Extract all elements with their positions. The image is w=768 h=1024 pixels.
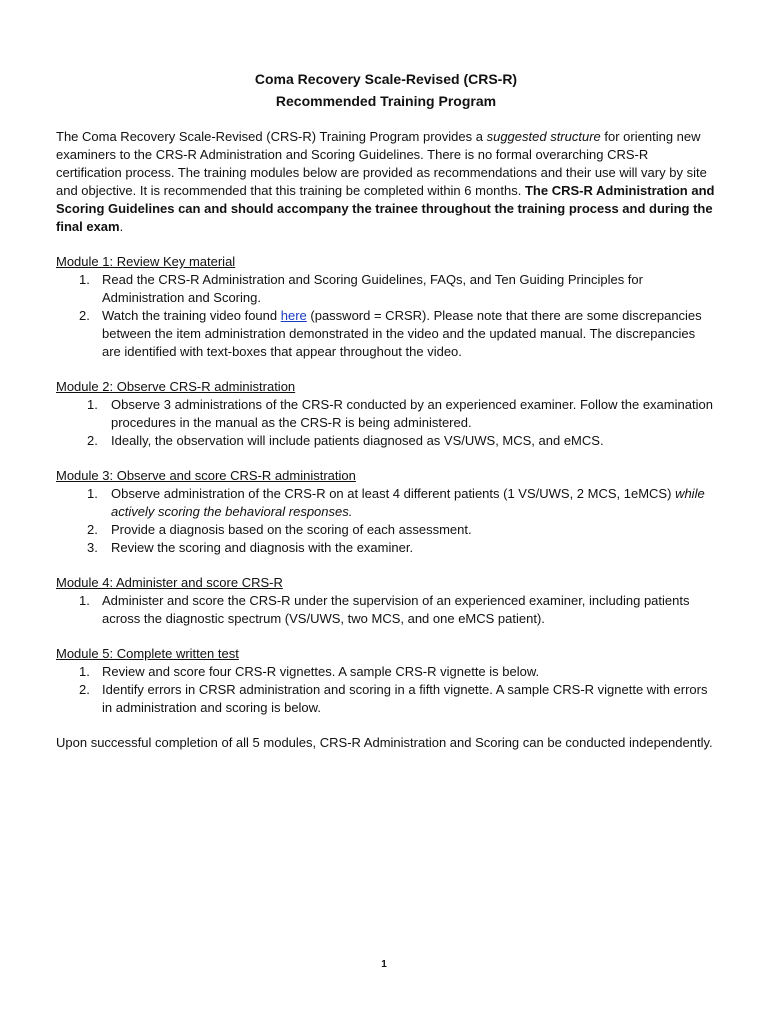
closing-paragraph: Upon successful completion of all 5 modules, CRS-R Administration and Scoring can be conducted independently. xyxy=(56,735,713,750)
document-title-line-2: Recommended Training Program xyxy=(275,93,497,109)
intro-text-1: The Coma Recovery Scale-Revised (CRS-R) Training Program provides a xyxy=(56,129,487,144)
module-3-heading: Module 3: Observe and score CRS-R administration xyxy=(56,468,356,483)
module-5-heading: Module 5: Complete written test xyxy=(56,646,239,661)
item-text: Observe 3 administrations of the CRS-R conducted by an experienced examiner. Follow the examination procedures in the manual as the CRS-R is being administered. xyxy=(111,397,713,430)
training-video-link[interactable]: here xyxy=(280,308,307,323)
item-number: 1. xyxy=(87,486,98,501)
item-number: 2. xyxy=(79,308,90,323)
item-text-before-link: Watch the training video found xyxy=(102,308,281,323)
item-text-italic: while actively scoring the behavioral responses. xyxy=(111,486,705,519)
module-2 xyxy=(56,378,716,450)
item-text: Read the CRS-R Administration and Scoring Guidelines, FAQs, and Ten Guiding Principles for Administration and Scoring. xyxy=(102,272,643,305)
document-page xyxy=(56,68,716,765)
intro-bold-text: The CRS-R Administration and Scoring Guidelines can and should accompany the trainee throughout the training process and during the final exam xyxy=(56,183,715,234)
list-item xyxy=(56,539,716,557)
intro-emphasis: suggested structure xyxy=(486,129,601,144)
module-3 xyxy=(56,467,716,557)
item-number: 1. xyxy=(79,664,90,679)
module-1 xyxy=(56,253,716,361)
item-text: Ideally, the observation will include patients diagnosed as VS/UWS, MCS, and eMCS. xyxy=(111,433,604,448)
item-number: 2. xyxy=(79,682,90,697)
item-number: 1. xyxy=(79,593,90,608)
list-item xyxy=(56,681,716,717)
intro-paragraph xyxy=(56,128,716,236)
item-number: 1. xyxy=(87,397,98,412)
item-text-after-link: (password = CRSR). Please note that there are some discrepancies between the item administration demonstrated in the video and the updated manual. The discrepancies are identified with text-boxes that appear throughout the video. xyxy=(102,308,702,359)
item-text: Identify errors in CRSR administration and scoring in a fifth vignette. A sample CRS-R vignette with errors in administration and scoring is below. xyxy=(102,682,708,715)
item-text: Review and score four CRS-R vignettes. A sample CRS-R vignette is below. xyxy=(102,664,540,679)
module-2-heading: Module 2: Observe CRS-R administration xyxy=(56,379,296,394)
item-number: 1. xyxy=(79,272,90,287)
module-5-list xyxy=(56,663,716,717)
item-text xyxy=(111,486,705,519)
list-item xyxy=(56,271,716,307)
module-5 xyxy=(56,645,716,717)
module-4 xyxy=(56,574,716,628)
module-2-list xyxy=(56,396,716,450)
list-item xyxy=(56,432,716,450)
list-item xyxy=(56,485,716,521)
page-number: 1 xyxy=(381,959,387,970)
list-item xyxy=(56,521,716,539)
item-text xyxy=(102,308,702,359)
module-4-heading: Module 4: Administer and score CRS-R xyxy=(56,575,283,590)
item-number: 2. xyxy=(87,433,98,448)
list-item xyxy=(56,592,716,628)
item-number: 2. xyxy=(87,522,98,537)
item-text: Review the scoring and diagnosis with the examiner. xyxy=(111,540,414,555)
document-title-line-1: Coma Recovery Scale-Revised (CRS-R) xyxy=(254,71,518,87)
item-number: 3. xyxy=(87,540,98,555)
item-text: Provide a diagnosis based on the scoring of each assessment. xyxy=(111,522,472,537)
list-item xyxy=(56,307,716,361)
list-item xyxy=(56,396,716,432)
list-item xyxy=(56,663,716,681)
intro-text-2: for orienting new examiners to the CRS-R Administration and Scoring Guidelines. There is no formal overarching CRS-R certification process. The training modules below are provided as recommendations and their use will vary by site and objective. It is recommended that this training be completed within 6 months. xyxy=(56,129,707,198)
intro-end: . xyxy=(119,219,124,234)
module-4-list xyxy=(56,592,716,628)
item-text-main: Observe administration of the CRS-R on at least 4 different patients (1 VS/UWS, 2 MCS, 1eMCS) xyxy=(111,486,672,501)
module-3-list xyxy=(56,485,716,557)
module-1-list xyxy=(56,271,716,361)
item-text: Administer and score the CRS-R under the supervision of an experienced examiner, including patients across the diagnostic spectrum (VS/UWS, two MCS, and one eMCS patient). xyxy=(102,593,690,626)
module-1-heading: Module 1: Review Key material xyxy=(56,254,236,269)
